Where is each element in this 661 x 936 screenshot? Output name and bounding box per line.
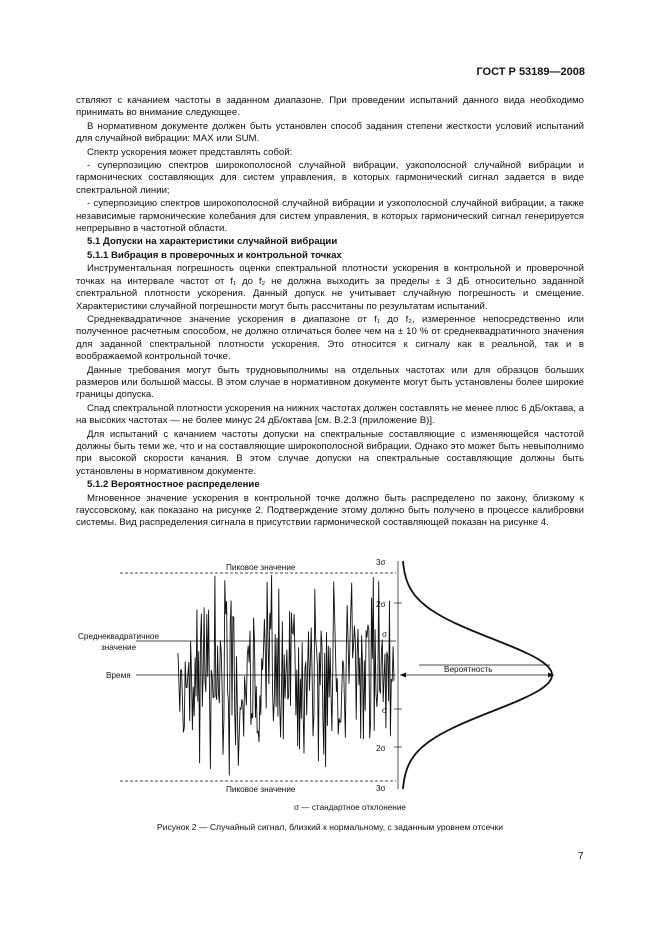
page-number: 7: [578, 851, 584, 862]
paragraph: Спектр ускорения может представлять собой:: [87, 146, 293, 158]
paragraph: Среднеквадратичное значение ускорения в диапазоне от f₁ до f₂, измеренное непосредственно или полученное расчетным способом, не должно отличаться более чем на ± 10 % от среднеквадратичного значения для заданной спектральной плотности ускорения. Это относится к сигналу как в реальной, так и в воображаемой контрольной точке.: [76, 313, 584, 363]
paragraph: Мгновенное значение ускорения в контрольной точке должно быть распределено по закону, близкому к гауссовскому, как показано на рисунке 2. Подтверждение этому должно быть получено в процессе калибровки системы. Вид распределения сигнала в присутствии гармонической составляющей показан на рисунке 4.: [76, 492, 584, 529]
subsection-heading: 5.1.2 Вероятностное распределение: [87, 479, 260, 491]
subsection-heading: 5.1.1 Вибрация в проверочных и контрольной точках: [87, 249, 342, 261]
paragraph: Данные требования могут быть трудновыполнимы на отдельных частотах или для образцов больших размеров или большой массы. В этом случае в нормативном документе могут быть установлены более широкие границы допуска.: [76, 364, 584, 401]
paragraph: ствляют с качанием частоты в заданном диапазоне. При проведении испытаний данного вида необходимо принимать во внимание следующее.: [76, 95, 584, 119]
figure-caption: Рисунок 2 — Случайный сигнал, близкий к нормальному, с заданным уровнем отсечки: [156, 822, 504, 832]
paragraph: Для испытаний с качанием частоты допуски на спектральные составляющие с изменяющейся частотой должны быть теми же, что и на составляющие широкополосной вибрации. Однако это может быть невыполнимо при высокой скорости качания. В этом случае допуски на спектральные составляющие должны быть установлены в нормативном документе.: [76, 428, 584, 477]
sigma-label: σ: [382, 706, 388, 715]
rms-label: Среднеквадратичное: [78, 632, 160, 641]
sigma-note: σ — стандартное отклонение: [294, 803, 406, 812]
paragraph: В нормативном документе должен быть установлен способ задания степени жесткости условий испытаний для случайной вибрации: MAX или SUM.: [76, 120, 584, 145]
sigma-label: 2σ: [376, 600, 386, 609]
section-heading: 5.1 Допуски на характеристики случайной вибрации: [87, 236, 338, 248]
rms-label-2: значение: [101, 643, 137, 652]
sigma-label: 3σ: [376, 784, 386, 793]
sigma-label: 3σ: [376, 558, 386, 567]
peak-top-label: Пиковое значение: [226, 563, 296, 572]
time-label: Время: [106, 671, 131, 680]
document-header: ГОСТ Р 53189—2008: [476, 66, 585, 78]
list-item: - суперпозицию спектров широкополосной случайной вибрации и узкополосной случайной вибрации, а также независимые гармонические колебания для систем управления, в которых гармонический сигнал генерируется непрерывно в частотной области.: [76, 198, 584, 235]
list-item: - суперпозицию спектров широкополосной случайной вибрации, узкополосной случайной вибрации и гармонических составляющих для систем управления, в которых гармонический сигнал задается в виде спектральной линии;: [76, 160, 584, 196]
probability-label: Вероятность: [444, 665, 493, 674]
paragraph: Спад спектральной плотности ускорения на нижних частотах должен составлять не менее плюс 6 дБ/октава, а на высоких частотах — не более минус 24 дБ/октава [см. B.2.3 (приложение B)].: [76, 402, 584, 427]
sigma-label: σ: [382, 630, 388, 639]
paragraph: Инструментальная погрешность оценки спектральной плотности ускорения в контрольной и проверочной точках на интервале частот от f₁ до f₂ не должна выходить за пределы ± 3 дБ относительно заданной спектральной плотности ускорения. Данный допуск не учитывает случайную погрешность и смещение. Характеристики случайной погрешности могут быть рассчитаны по результатам испытаний.: [76, 263, 584, 312]
random-signal-figure: [76, 555, 584, 840]
document-body: [76, 95, 584, 531]
sigma-label: 2σ: [376, 744, 386, 753]
peak-bottom-label: Пиковое значение: [226, 785, 296, 794]
